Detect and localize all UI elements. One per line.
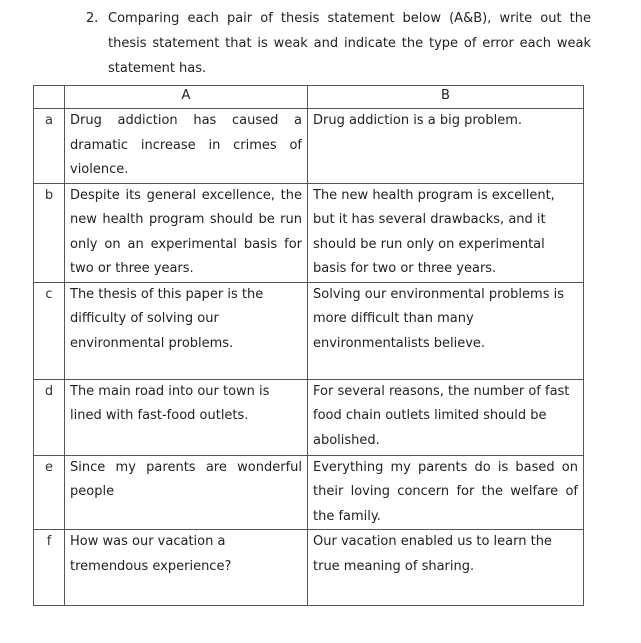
table-row [34, 530, 584, 606]
row-letter: f [34, 530, 65, 606]
statement-a: The thesis of this paper is the difficulty of solving our environmental problems. [65, 282, 308, 379]
row-letter: b [34, 183, 65, 282]
header-letter [34, 86, 65, 109]
header-b: B [308, 86, 584, 109]
statement-b: For several reasons, the number of fast food chain outlets limited should be abolished. [308, 379, 584, 455]
statement-b: Drug addiction is a big problem. [308, 109, 584, 184]
table-row [34, 379, 584, 455]
table-row [34, 109, 584, 184]
statement-a: Despite its general excellence, the new health program should be run only on an experimental basis for two or three years. [65, 183, 308, 282]
statement-b: Our vacation enabled us to learn the true meaning of sharing. [308, 530, 584, 606]
statement-a: The main road into our town is lined with fast-food outlets. [65, 379, 308, 455]
statement-b: The new health program is excellent, but it has several drawbacks, and it should be run only on experimental basis for two or three years. [308, 183, 584, 282]
statement-a: Since my parents are wonderful people [65, 455, 308, 530]
row-letter: d [34, 379, 65, 455]
header-row [34, 86, 584, 109]
thesis-table [33, 85, 584, 606]
table-row [34, 282, 584, 379]
statement-b: Solving our environmental problems is more difficult than many environmentalists believe. [308, 282, 584, 379]
statement-a: How was our vacation a tremendous experience? [65, 530, 308, 606]
question-number: 2. [86, 11, 99, 26]
table-row [34, 183, 584, 282]
question-text: Comparing each pair of thesis statement below (A&B), write out the thesis statement that is weak and indicate the type of error each weak statement has. [108, 11, 591, 76]
statement-a: Drug addiction has caused a dramatic increase in crimes of violence. [65, 109, 308, 184]
row-letter: a [34, 109, 65, 184]
table-row [34, 455, 584, 530]
row-letter: e [34, 455, 65, 530]
header-a: A [65, 86, 308, 109]
question [86, 6, 591, 81]
row-letter: c [34, 282, 65, 379]
statement-b: Everything my parents do is based on their loving concern for the welfare of the family. [308, 455, 584, 530]
